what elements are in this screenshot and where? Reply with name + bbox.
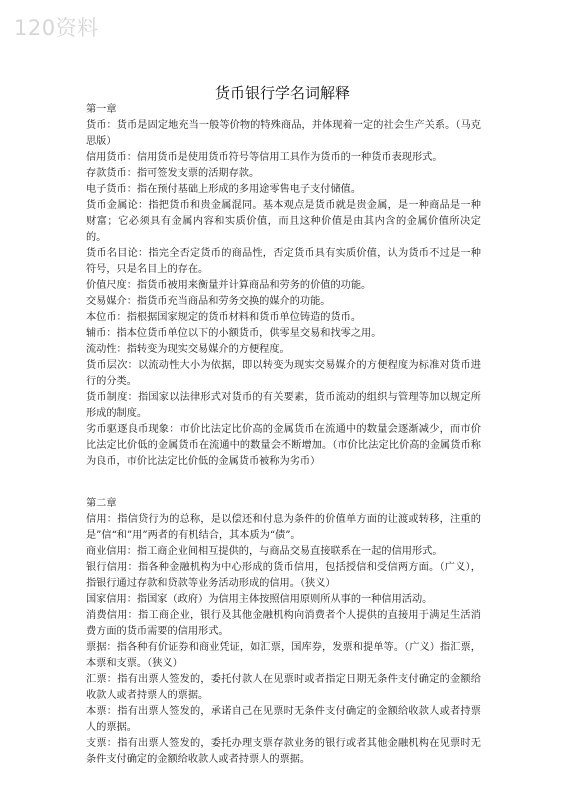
- document-body: [86, 102, 481, 768]
- term-paragraph: 货币金属论：指把货币和贵金属混同。基本观点是货币就是贵金属，是一种商品是一种财富；它必须具有金属内容和实质价值，而且这种价值是由其内含的金属价值所决定的。: [86, 200, 481, 243]
- term-paragraph: 货币：货币是固定地充当一般等价物的特殊商品，并体现着一定的社会生产关系。（马克思版）: [86, 120, 481, 147]
- chapter-heading: 第二章: [86, 498, 117, 509]
- term-paragraph: 货币层次：以流动性大小为依据，即以转变为现实交易媒介的方便程度为标准对货币进行的分类。: [86, 360, 481, 387]
- term-paragraph: 货币名目论：指完全否定货币的商品性，否定货币具有实质价值，认为货币不过是一种符号，只是名目上的存在。: [86, 248, 481, 275]
- watermark: 120资料: [14, 16, 99, 40]
- term-paragraph: 消费信用：指工商企业，银行及其他金融机构向消费者个人提供的直接用于满足生活消费方面的货币需要的信用形式。: [86, 610, 481, 637]
- chapter-heading: 第一章: [86, 104, 117, 115]
- term-paragraph: 票据：指各种有价证券和商业凭证，如汇票，国库券，发票和提单等。（广义）指汇票，本票和支票。（狭义）: [86, 642, 481, 669]
- term-paragraph: 国家信用：指国家（政府）为信用主体按照信用原则所从事的一种信用活动。: [86, 594, 433, 605]
- term-paragraph: 交易媒介：指货币充当商品和劳务交换的媒介的功能。: [86, 296, 331, 307]
- chapter-spacer: [86, 470, 481, 496]
- term-paragraph: 本票：指有出票人签发的，承诺自己在见票时无条件支付确定的金额给收款人或者持票人的票据。: [86, 706, 481, 733]
- term-paragraph: 本位币：指根据国家规定的货币材料和货币单位铸造的货币。: [86, 312, 362, 323]
- chapter-1: [86, 102, 481, 470]
- term-paragraph: 价值尺度：指货币被用来衡量并计算商品和劳务的价值的功能。: [86, 280, 372, 291]
- term-paragraph: 银行信用：指各种金融机构为中心形成的货币信用，包括授信和受信两方面。（广义），指银行通过存款和贷款等业务活动形成的信用。（狭义）: [86, 562, 481, 589]
- term-paragraph: 电子货币：指在预付基础上形成的多用途零售电子支付储值。: [86, 184, 362, 195]
- term-paragraph: 商业信用：指工商企业间相互提供的，与商品交易直接联系在一起的信用形式。: [86, 546, 443, 557]
- term-paragraph: 流动性：指转变为现实交易媒介的方便程度。: [86, 344, 290, 355]
- term-paragraph: 货币制度：指国家以法律形式对货币的有关要素，货币流动的组织与管理等加以规定所形成的制度。: [86, 392, 481, 419]
- chapter-2: [86, 496, 481, 768]
- term-paragraph: 汇票：指有出票人签发的，委托付款人在见票时或者指定日期无条件支付确定的金额给收款人或者持票人的票据。: [86, 674, 481, 701]
- term-paragraph: 信用：指信贷行为的总称，是以偿还和付息为条件的价值单方面的让渡或转移，注重的是”信“和”用”两者的有机结合，其本质为“债”。: [86, 514, 481, 541]
- term-paragraph: 支票：指有出票人签发的，委托办理支票存款业务的银行或者其他金融机构在见票时无条件支付确定的金额给收款人或者持票人的票据。: [86, 738, 481, 765]
- term-paragraph: 劣币驱逐良币现象：市价比法定比价高的金属货币在流通中的数量会逐渐减少，而市价比法定比价低的金属货币在流通中的数量会不断增加。（市价比法定比价高的金属货币称为良币，市价比法定比价低的金属货币被称为劣币）: [86, 424, 481, 467]
- term-paragraph: 存款货币：指可签发支票的活期存款。: [86, 168, 260, 179]
- term-paragraph: 信用货币：信用货币是使用货币符号等信用工具作为货币的一种货币表现形式。: [86, 152, 443, 163]
- term-paragraph: 辅币：指本位货币单位以下的小额货币，供零星交易和找零之用。: [86, 328, 382, 339]
- document-title: 货币银行学名词解释: [214, 84, 350, 102]
